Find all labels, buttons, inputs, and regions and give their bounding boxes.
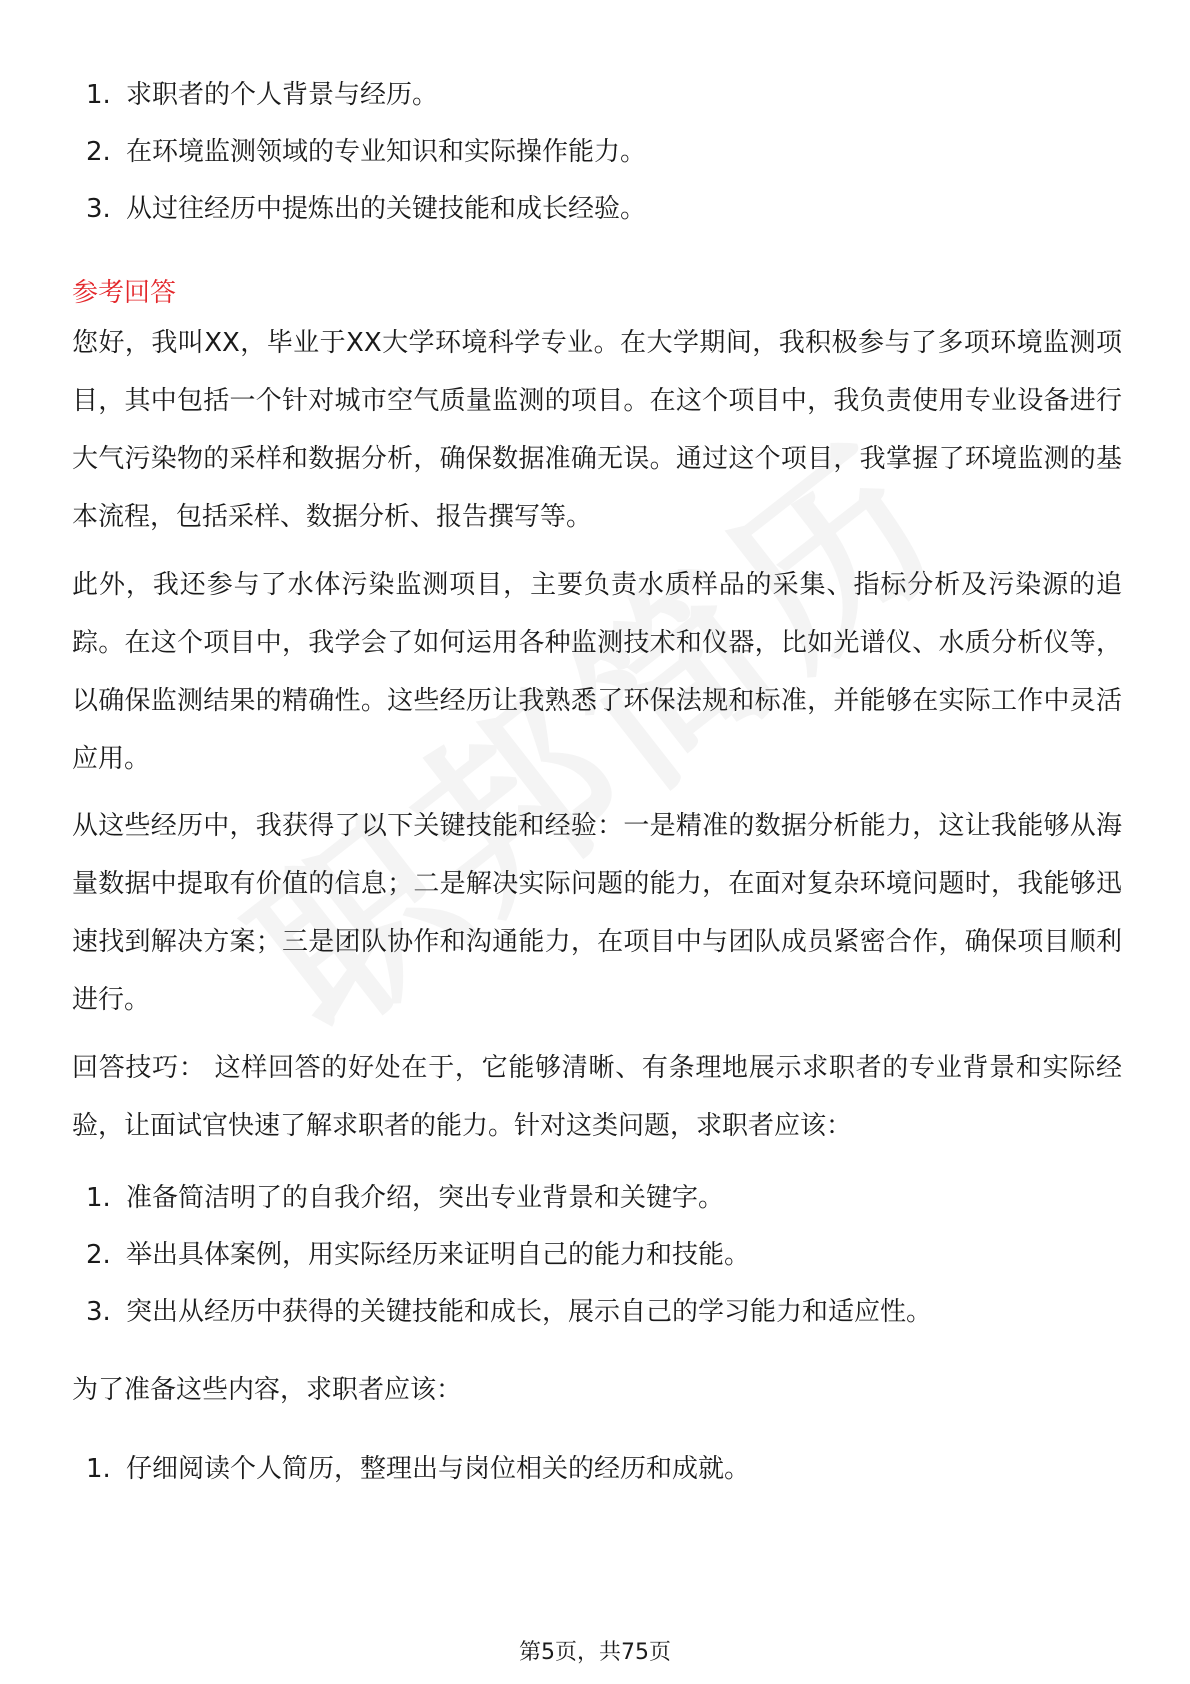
- list-item: 3. 从过往经历中提炼出的关键技能和成长经验。: [86, 194, 647, 224]
- tips-paragraph: 回答技巧： 这样回答的好处在于，它能够清晰、有条理地展示求职者的专业背景和实际经验，让面试官快速了解求职者的能力。针对这类问题，求职者应该：: [72, 1053, 1122, 1141]
- list-item: 2. 举出具体案例，用实际经历来证明自己的能力和技能。: [86, 1240, 751, 1270]
- page-number: 第5页，共75页: [519, 1640, 671, 1665]
- answer-paragraph: 从这些经历中，我获得了以下关键技能和经验：一是精准的数据分析能力，这让我能够从海量数据中提取有价值的信息；二是解决实际问题的能力，在面对复杂环境问题时，我能够迅速找到解决方案；三是团队协作和沟通能力，在项目中与团队成员紧密合作，确保项目顺利进行。: [72, 811, 1122, 1015]
- tips-list: [82, 1170, 932, 1341]
- list-item: 1. 求职者的个人背景与经历。: [86, 80, 439, 110]
- list-item: 3. 突出从经历中获得的关键技能和成长，展示自己的学习能力和适应性。: [86, 1297, 933, 1327]
- list-item: 1. 仔细阅读个人简历，整理出与岗位相关的经历和成就。: [86, 1454, 751, 1484]
- section-heading: 参考回答: [72, 278, 177, 308]
- list-item: 2. 在环境监测领域的专业知识和实际操作能力。: [86, 137, 647, 167]
- answer-paragraph: 您好，我叫XX，毕业于XX大学环境科学专业。在大学期间，我积极参与了多项环境监测项目，其中包括一个针对城市空气质量监测的项目。在这个项目中，我负责使用专业设备进行大气污染物的采样和数据分析，确保数据准确无误。通过这个项目，我掌握了环境监测的基本流程，包括采样、数据分析、报告撰写等。: [72, 328, 1122, 532]
- prep-intro: 为了准备这些内容，求职者应该：: [72, 1375, 463, 1405]
- list-item: 1. 准备简洁明了的自我介绍，突出专业背景和关键字。: [86, 1183, 725, 1213]
- focus-list: [82, 67, 646, 238]
- prep-list: [82, 1441, 750, 1498]
- answer-paragraph: 此外，我还参与了水体污染监测项目，主要负责水质样品的采集、指标分析及污染源的追踪。在这个项目中，我学会了如何运用各种监测技术和仪器，比如光谱仪、水质分析仪等，以确保监测结果的精确性。这些经历让我熟悉了环保法规和标准，并能够在实际工作中灵活应用。: [72, 570, 1122, 774]
